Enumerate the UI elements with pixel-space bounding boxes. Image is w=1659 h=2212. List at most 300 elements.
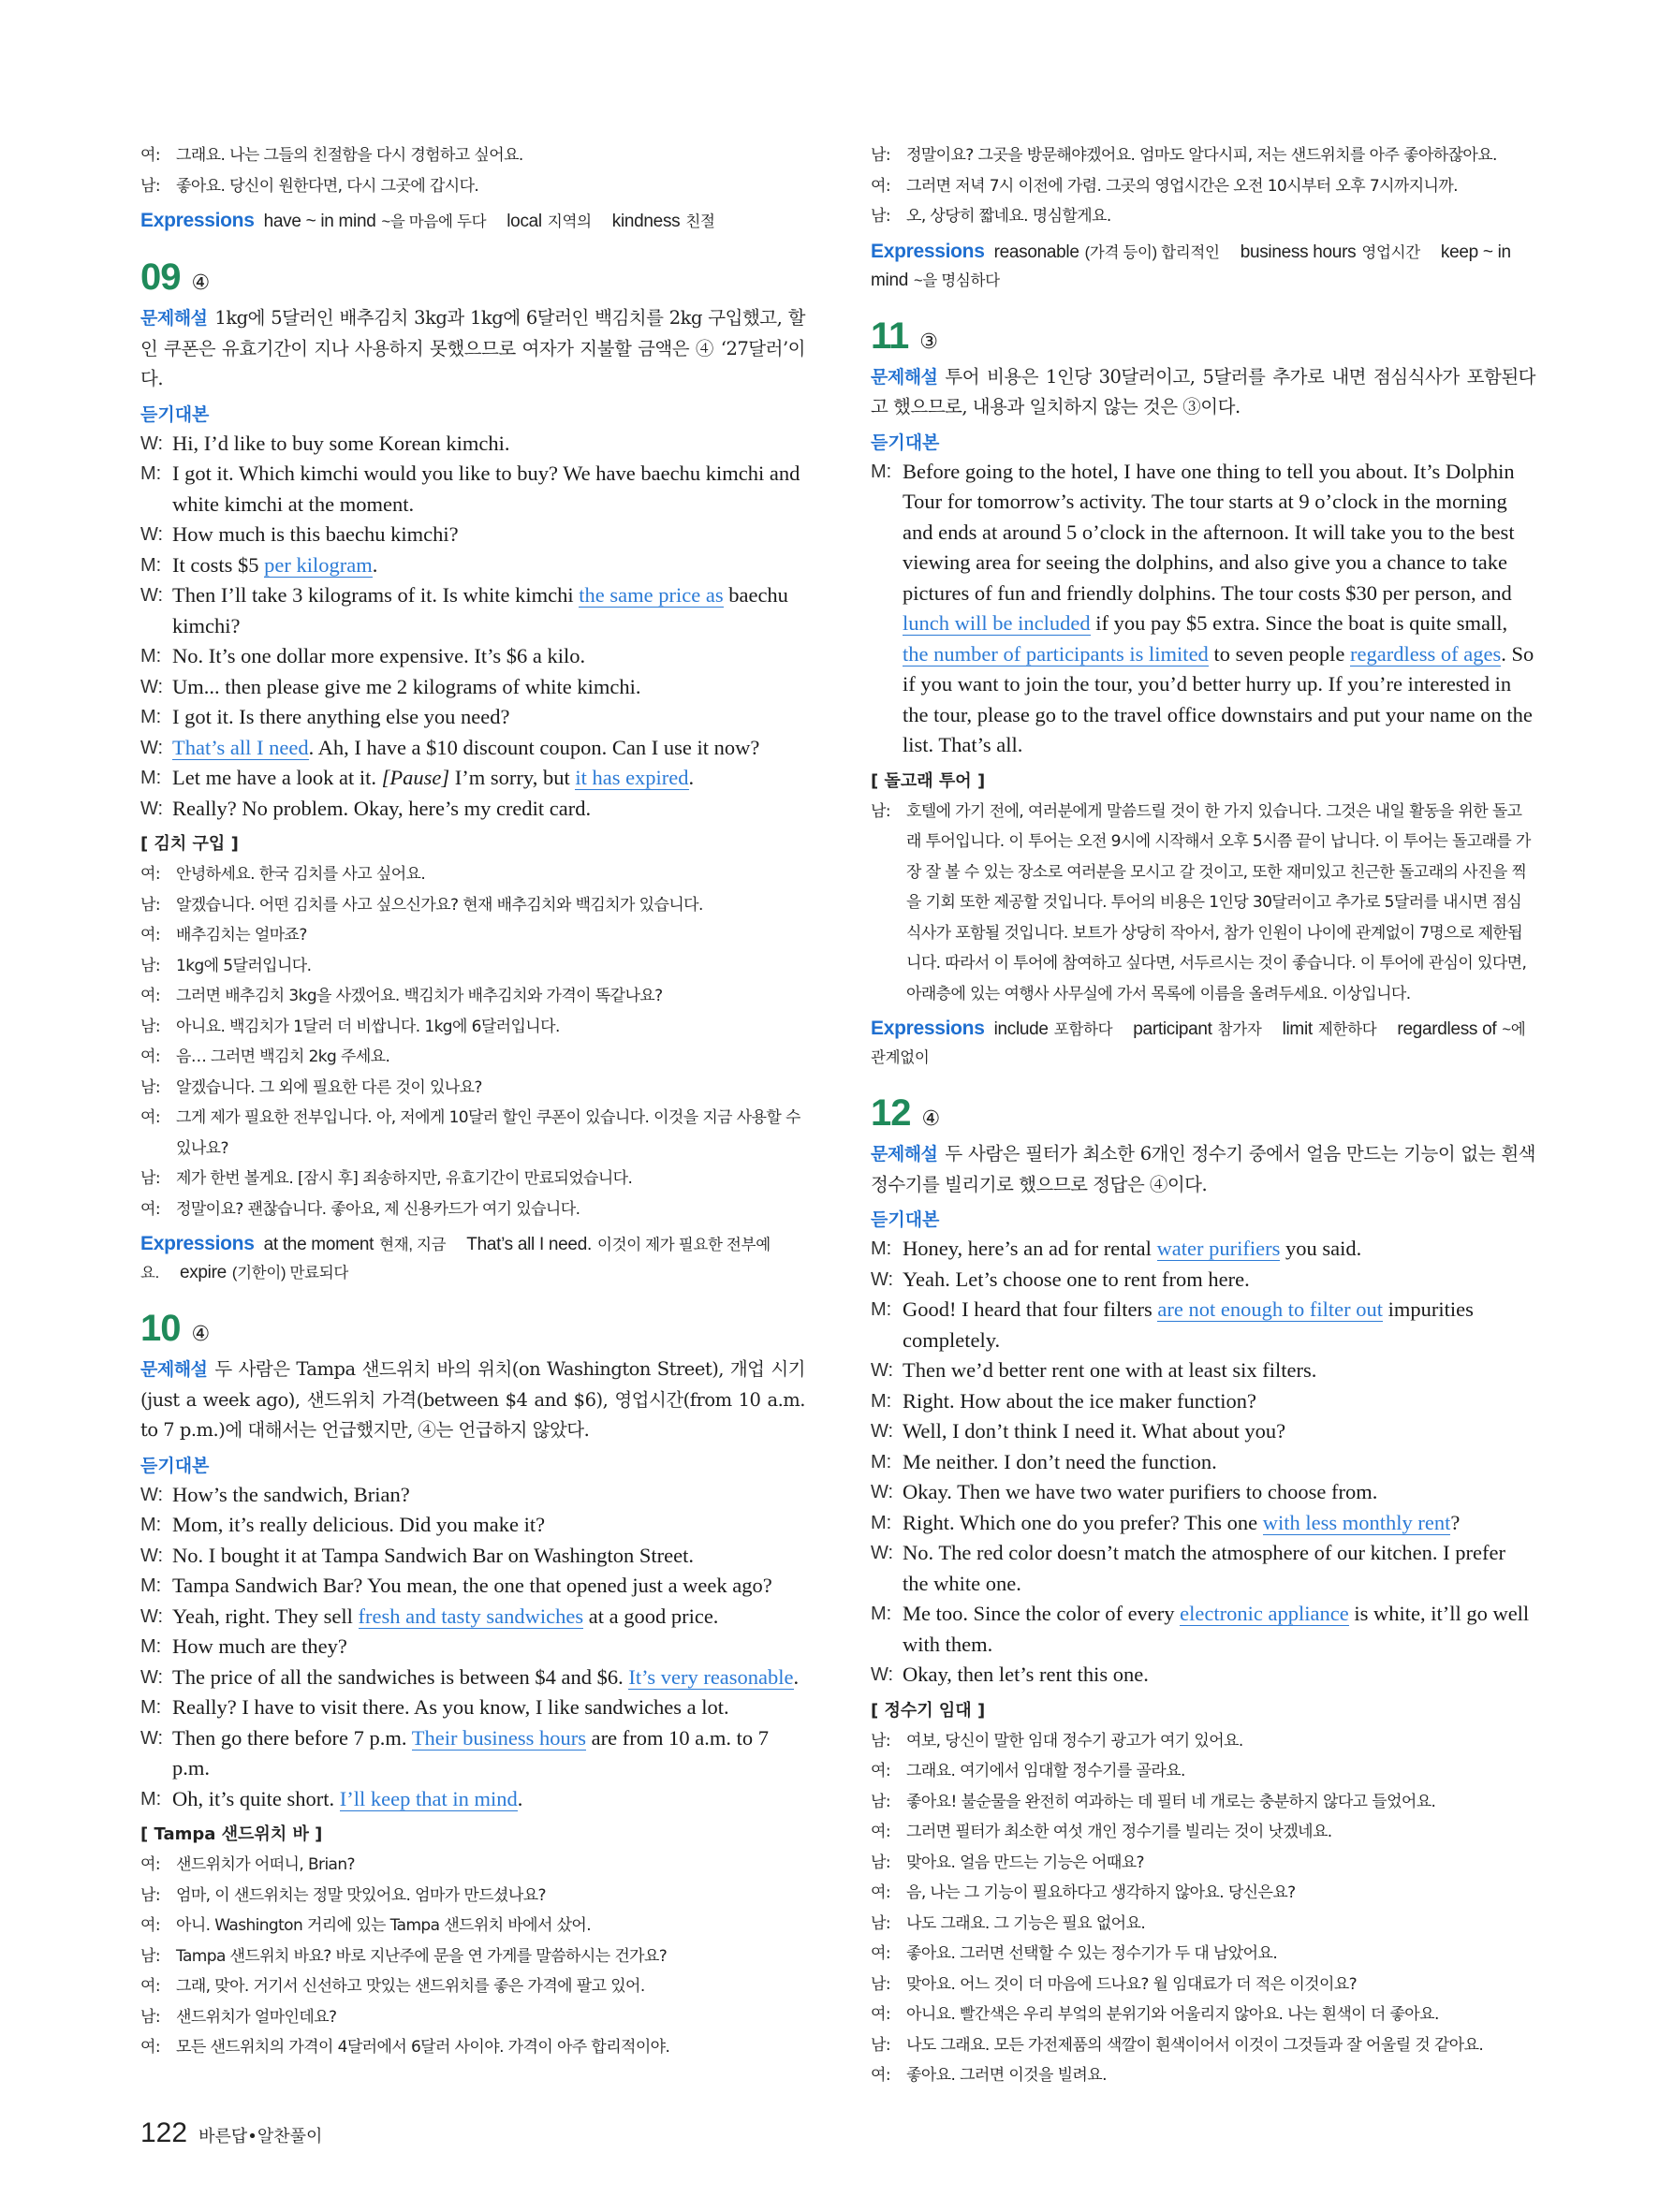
expression-meaning: 친절 xyxy=(685,213,715,230)
translation-text: 음, 나는 그 기능이 필요하다고 생각하지 않아요. 당신은요? xyxy=(906,1883,1296,1902)
translation-line xyxy=(140,1042,805,1073)
translation-text: 안녕하세요. 한국 김치를 사고 싶어요. xyxy=(176,865,426,884)
script-phrase: The price of all the sandwiches is between $4 and $6. xyxy=(172,1664,629,1689)
speaker-label: 여: xyxy=(140,1047,160,1066)
script-phrase: Me neither. I don’t need the function. xyxy=(903,1449,1217,1473)
script-phrase: Then we’d better rent one with at least six filters. xyxy=(903,1358,1317,1382)
translation-line xyxy=(871,1878,1535,1909)
translation-text: 제가 한번 볼게요. [잠시 후] 죄송하지만, 유효기간이 만료되었습니다. xyxy=(176,1169,633,1188)
translation-text: 좋아요. 그러면 선택할 수 있는 정수기가 두 대 남았어요. xyxy=(906,1944,1278,1963)
speaker-label: 남: xyxy=(871,1913,890,1933)
speaker-label: 여: xyxy=(140,1977,160,1996)
speaker-label: M: xyxy=(140,1636,162,1657)
filled-blank: with less monthly rent xyxy=(1262,1510,1451,1534)
question-header xyxy=(140,256,805,303)
speaker-label: 남: xyxy=(140,895,160,915)
speaker-label: 남: xyxy=(871,1974,890,1994)
expression-term: keep ~ in mind xyxy=(871,242,1511,290)
script-line xyxy=(871,1538,1535,1599)
speaker-label: 남: xyxy=(871,1792,890,1811)
speaker-label: 남: xyxy=(871,1853,890,1872)
script-phrase: Before going to the hotel, I have one thing to tell you about. It’s Dolphin Tour for tomorrow’s activity. The tour starts at 9 o’clock in the morning and ends at around 5 o’clock in the afternoon. It will take you to the best viewing area for seeing the dolphins, and also give you a chance to take pictures of fun and friendly dolphins. The tour costs $30 per person, and xyxy=(903,459,1515,605)
script-phrase: is white, it’ll go well with them. xyxy=(903,1602,1530,1656)
script-line xyxy=(140,672,805,703)
script-text xyxy=(140,1692,805,1723)
script-phrase: I got it. Which kimchi would you like to buy? We have baechu kimchi and white kimchi at the moment. xyxy=(172,461,800,516)
translation-line xyxy=(871,1939,1535,1970)
expression-term: include xyxy=(993,1019,1049,1039)
speaker-label: M: xyxy=(140,707,162,727)
script-text xyxy=(871,1447,1535,1478)
translation-text: 그래요. 나는 그들의 친절함을 다시 경험하고 싶어요. xyxy=(176,146,523,165)
translation-text: 그게 제가 필요한 전부입니다. 아, 저에게 10달러 할인 쿠폰이 있습니다. 이것을 지금 사용할 수 있나요? xyxy=(176,1108,800,1158)
expression-term: have ~ in mind xyxy=(263,212,376,231)
script-line xyxy=(871,1386,1535,1417)
script-heading: 듣기대본 xyxy=(140,403,210,425)
filled-blank: are not enough to filter out xyxy=(1157,1297,1383,1321)
script-line xyxy=(140,459,805,520)
stage-direction: [Pause] xyxy=(381,766,450,789)
speaker-label: W: xyxy=(140,676,164,697)
filled-blank: water purifiers xyxy=(1156,1237,1281,1260)
script-text xyxy=(140,1571,805,1602)
expression-meaning: 참가자 xyxy=(1217,1021,1262,1038)
script-phrase: How’s the sandwich, Brian? xyxy=(172,1482,410,1506)
script-phrase: . xyxy=(688,766,695,789)
explanation-label: 문제해설 xyxy=(871,1144,938,1165)
script-phrase: No. The red color doesn’t match the atmosphere of our kitchen. I prefer the white one. xyxy=(903,1541,1505,1595)
answer-mark: ④ xyxy=(921,1107,941,1131)
translation-line xyxy=(140,951,805,982)
right-column xyxy=(871,140,1535,2091)
translation-line xyxy=(871,2060,1535,2091)
script-line xyxy=(871,1508,1535,1539)
translation-text: 정말이요? 그곳을 방문해야겠어요. 엄마도 알다시피, 저는 샌드위치를 아주 좋아하잖아요. xyxy=(906,146,1497,165)
left-column xyxy=(140,140,805,2063)
question-number: 12 xyxy=(871,1092,911,1134)
speaker-label: 남: xyxy=(140,956,160,975)
speaker-label: 여: xyxy=(871,1823,890,1841)
script-heading: 듣기대본 xyxy=(871,432,940,453)
translation-line xyxy=(140,920,805,951)
translation-line xyxy=(140,1012,805,1043)
script-text xyxy=(140,702,805,733)
expression-term: at the moment xyxy=(263,1235,374,1254)
translation-text: 정말이요? 괜찮습니다. 좋아요, 제 신용카드가 여기 있습니다. xyxy=(176,1199,580,1219)
speaker-label: M: xyxy=(871,1390,892,1412)
explanation-text: 1kg에 5달러인 배추김치 3kg과 1kg에 6달러인 백김치를 2kg 구입했고, 할인 쿠폰은 유효기간이 지나 사용하지 못했으므로 여자가 지불할 금액은 ④ ‘27달러’이다. xyxy=(140,307,805,389)
speaker-label: 여: xyxy=(140,1916,160,1935)
translation-line xyxy=(140,1850,805,1881)
answer-mark: ④ xyxy=(191,271,211,295)
question-header xyxy=(871,315,1535,362)
script-line xyxy=(140,1692,805,1723)
expression-meaning: ~에 관계없이 xyxy=(871,1021,1526,1066)
speaker-label: W: xyxy=(871,1482,894,1502)
script-text xyxy=(140,1480,805,1511)
translation-line xyxy=(140,140,805,171)
filled-blank: That’s all I need xyxy=(172,735,309,759)
speaker-label: 여: xyxy=(871,1762,890,1780)
translation-line xyxy=(140,1103,805,1164)
script-phrase: Good! I heard that four filters xyxy=(903,1297,1158,1321)
speaker-label: 여: xyxy=(140,146,160,165)
script-phrase: No. I bought it at Tampa Sandwich Bar on Washington Street. xyxy=(172,1543,694,1567)
script-text xyxy=(140,459,805,520)
script-line xyxy=(140,641,805,672)
script-line xyxy=(140,580,805,641)
expression-meaning: (기한이) 만료되다 xyxy=(231,1265,349,1282)
script-line xyxy=(140,520,805,550)
script-line xyxy=(871,1416,1535,1447)
translation-line xyxy=(140,981,805,1012)
translation-text: 오, 상당히 짧네요. 명심할게요. xyxy=(906,207,1111,226)
explanation-text: 투어 비용은 1인당 30달러이고, 5달러를 추가로 내면 점심식사가 포함된다고 했으므로, 내용과 일치하지 않는 것은 ③이다. xyxy=(871,365,1535,417)
translation-line xyxy=(871,1726,1535,1757)
speaker-label: M: xyxy=(140,554,162,576)
expression-term: limit xyxy=(1282,1019,1313,1039)
explanation-label: 문제해설 xyxy=(140,308,208,329)
answer-mark: ③ xyxy=(919,330,939,354)
script-text xyxy=(871,1265,1535,1296)
filled-blank: the number of participants is limited xyxy=(903,641,1209,666)
script-phrase: Okay, then let’s rent this one. xyxy=(903,1663,1149,1686)
script-text xyxy=(140,1663,805,1693)
speaker-label: W: xyxy=(140,1484,164,1505)
translation-line xyxy=(140,2002,805,2033)
translation-text: Tampa 샌드위치 바요? 바로 지난주에 문을 연 가게를 말씀하시는 건가요? xyxy=(176,1946,668,1966)
expressions-label: Expressions xyxy=(140,210,255,231)
script-text xyxy=(871,1660,1535,1691)
script-text xyxy=(871,1599,1535,1660)
expressions-box xyxy=(140,1230,805,1287)
script-line xyxy=(871,1355,1535,1386)
translation-text: 그래, 맞아. 거기서 신선하고 맛있는 샌드위치를 좋은 가격에 팔고 있어. xyxy=(176,1977,645,1996)
script-line xyxy=(140,1784,805,1815)
translation-text: 맞아요. 얼음 만드는 기능은 어때요? xyxy=(906,1853,1144,1872)
script-line xyxy=(871,1599,1535,1660)
translation-text: 그래요. 여기에서 임대할 정수기를 골라요. xyxy=(906,1762,1185,1780)
question-number: 09 xyxy=(140,256,181,298)
translation-title: [ 정수기 임대 ] xyxy=(871,1700,986,1721)
translation-text: 그러면 필터가 최소한 여섯 개인 정수기를 빌리는 것이 낫겠네요. xyxy=(906,1823,1332,1841)
filled-blank: electronic appliance xyxy=(1180,1602,1349,1625)
translation-text: 아니. Washington 거리에 있는 Tampa 샌드위치 바에서 샀어. xyxy=(176,1916,592,1935)
translation-line xyxy=(140,890,805,921)
script-phrase: Right. Which one do you prefer? This one xyxy=(903,1510,1263,1534)
script-text xyxy=(140,580,805,641)
translation-text: 좋아요. 당신이 원한다면, 다시 그곳에 갑시다. xyxy=(176,176,479,196)
script-phrase: Really? I have to visit there. As you know, I like sandwiches a lot. xyxy=(172,1695,729,1719)
question-header xyxy=(871,1092,1535,1139)
script-text xyxy=(140,520,805,550)
speaker-label: 여: xyxy=(140,926,160,945)
translation-text: 아니요. 빨간색은 우리 부엌의 분위기와 어울리지 않아요. 나는 흰색이 더 좋아요. xyxy=(906,2005,1439,2024)
expression-term: kindness xyxy=(611,212,681,231)
translation-text: 모든 샌드위치의 가격이 4달러에서 6달러 사이야. 가격이 아주 합리적이야. xyxy=(176,2038,670,2057)
script-line xyxy=(140,1541,805,1572)
speaker-label: M: xyxy=(871,1238,892,1259)
explanation xyxy=(140,303,805,395)
expression-meaning: 지역의 xyxy=(547,213,592,230)
script-phrase: impurities completely. xyxy=(903,1297,1474,1352)
translation-title: [ Tampa 샌드위치 바 ] xyxy=(140,1824,323,1844)
speaker-label: 남: xyxy=(140,1169,160,1188)
translation-text: 알겠습니다. 어떤 김치를 사고 싶으신가요? 현재 배추김치와 백김치가 있습니다. xyxy=(176,895,703,915)
script-text xyxy=(140,641,805,672)
script-text xyxy=(871,457,1535,761)
script-line xyxy=(871,457,1535,761)
expression-meaning: 영업시간 xyxy=(1361,243,1420,261)
translation-text: 엄마, 이 샌드위치는 정말 맛있어요. 엄마가 만드셨나요? xyxy=(176,1885,546,1905)
speaker-label: 남: xyxy=(140,1885,160,1905)
filled-blank: regardless of ages xyxy=(1350,641,1502,666)
expressions-label: Expressions xyxy=(140,1233,255,1254)
filled-blank: It’s very reasonable xyxy=(628,1664,794,1689)
explanation-label: 문제해설 xyxy=(871,366,938,388)
script-line xyxy=(140,1723,805,1784)
filled-blank: it has expired xyxy=(575,766,689,789)
script-line xyxy=(140,1571,805,1602)
speaker-label: 남: xyxy=(871,207,890,226)
speaker-label: M: xyxy=(140,646,162,667)
translation-text: 알겠습니다. 그 외에 필요한 다른 것이 있나요? xyxy=(176,1077,482,1097)
script-line xyxy=(140,702,805,733)
filled-blank: per kilogram xyxy=(264,552,373,577)
expression-meaning: ~을 마음에 두다 xyxy=(381,213,487,230)
page-number: 122 xyxy=(140,2117,188,2148)
script-phrase: Right. How about the ice maker function? xyxy=(903,1388,1257,1413)
speaker-label: 남: xyxy=(871,1731,890,1751)
question-number: 10 xyxy=(140,1308,181,1349)
translation-line xyxy=(871,2030,1535,2061)
expressions-box xyxy=(140,207,805,236)
speaker-label: 남: xyxy=(140,2007,160,2027)
script-phrase: Yeah, right. They sell xyxy=(172,1604,359,1628)
script-phrase: are from 10 a.m. to 7 p.m. xyxy=(172,1725,769,1780)
expressions-label: Expressions xyxy=(871,1018,985,1039)
translation-line xyxy=(871,797,1535,1010)
script-line xyxy=(871,1265,1535,1296)
script-line xyxy=(140,1480,805,1511)
filled-blank: lunch will be included xyxy=(903,611,1091,635)
script-line xyxy=(140,763,805,794)
script-phrase: . So if you want to join the tour, you’d better hurry up. If you’re interested in the tour, please go to the travel office downstairs and put your name on the list. That’s all. xyxy=(903,641,1534,756)
script-text xyxy=(140,672,805,703)
speaker-label: W: xyxy=(871,1543,894,1563)
script-phrase: Honey, here’s an ad for rental xyxy=(903,1237,1157,1260)
translation-text: 호텔에 가기 전에, 여러분에게 말씀드릴 것이 한 가지 있습니다. 그것은 내일 활동을 위한 돌고래 투어입니다. 이 투어는 오전 9시에 시작해서 오후 5시쯤 끝이 납니다. 이 투어는 돌고래를 가장 잘 볼 수 있는 장소로 여러분을 모시고 갈 것이고, 또한 재미있고 친근한 돌고래의 사진을 찍을 기회 또한 제공할 것입니다. 투어의 비용은 1인당 30달러이고 추가로 5달러를 내시면 점심식사가 포함될 것입니다. 보트가 상당히 작아서, 참가 인원이 나이에 관계없이 7명으로 제한됩니다. 따라서 이 투어에 참여하고 싶다면, 서두르시는 것이 좋습니다. 이 투어에 관심이 있다면, 아래층에 있는 여행사 사무실에 가서 목록에 이름을 올려두세요. 이상입니다. xyxy=(906,801,1531,1003)
script-text xyxy=(140,550,805,581)
speaker-label: W: xyxy=(140,524,164,545)
script-phrase: Well, I don’t think I need it. What about you? xyxy=(903,1419,1286,1443)
speaker-label: W: xyxy=(871,1421,894,1442)
translation-line xyxy=(871,1756,1535,1787)
speaker-label: 남: xyxy=(140,1077,160,1097)
script-text xyxy=(140,429,805,460)
script-phrase: . xyxy=(793,1664,800,1689)
script-line xyxy=(140,1632,805,1663)
speaker-label: 여: xyxy=(140,2038,160,2057)
script-phrase: How much is this baechu kimchi? xyxy=(172,522,459,546)
speaker-label: W: xyxy=(140,585,164,606)
expression-term: That’s all I need. xyxy=(466,1235,592,1254)
script-text xyxy=(871,1355,1535,1386)
speaker-label: W: xyxy=(140,798,164,819)
explanation-label: 문제해설 xyxy=(140,1359,208,1380)
speaker-label: W: xyxy=(140,1545,164,1566)
script-phrase: Tampa Sandwich Bar? You mean, the one that opened just a week ago? xyxy=(172,1574,772,1597)
script-phrase: Let me have a look at it. xyxy=(172,766,382,789)
speaker-label: 여: xyxy=(140,1199,160,1219)
translation-line xyxy=(140,171,805,202)
translation-text: 맞아요. 어느 것이 더 마음에 드나요? 월 임대료가 더 적은 이것이요? xyxy=(906,1974,1358,1994)
translation-text: 그러면 저녁 7시 이전에 가렴. 그곳의 영업시간은 오전 10시부터 오후 7시까지니까. xyxy=(906,176,1458,196)
expression-term: regardless of xyxy=(1397,1019,1497,1039)
translation-line xyxy=(140,1971,805,2002)
explanation xyxy=(140,1355,805,1446)
script-text xyxy=(871,1416,1535,1447)
script-text xyxy=(140,1723,805,1784)
script-phrase: if you pay $5 extra. Since the boat is quite small, xyxy=(1090,611,1508,635)
script-phrase: . xyxy=(372,552,378,577)
script-phrase: Then go there before 7 p.m. xyxy=(172,1725,412,1750)
translation-line xyxy=(140,1941,805,1972)
script-text xyxy=(871,1538,1535,1599)
speaker-label: W: xyxy=(140,1666,164,1688)
speaker-label: 여: xyxy=(871,2005,890,2024)
question-number: 11 xyxy=(871,315,909,357)
explanation-text: 두 사람은 Tampa 샌드위치 바의 위치(on Washington Street), 개업 시기(just a week ago), 샌드위치 가격(between $4 and $6), 영업시간(from 10 a.m. to 7 p.m.)에 대해서는 언급했지만, ④는 언급하지 않았다. xyxy=(140,1358,805,1441)
translation-text: 1kg에 5달러입니다. xyxy=(176,956,312,975)
script-phrase: you said. xyxy=(1280,1237,1362,1260)
script-line xyxy=(140,733,805,764)
script-text xyxy=(871,1508,1535,1539)
expression-term: expire xyxy=(179,1263,227,1282)
translation-line xyxy=(871,1848,1535,1879)
script-line xyxy=(871,1295,1535,1355)
translation-text: 음… 그러면 백김치 2kg 주세요. xyxy=(176,1047,390,1066)
expression-meaning: 현재, 지금 xyxy=(379,1237,447,1253)
book-title: 바른답•알찬풀이 xyxy=(198,2127,323,2146)
translation-line xyxy=(871,140,1535,171)
expression-meaning: 포함하다 xyxy=(1053,1021,1113,1038)
speaker-label: W: xyxy=(871,1360,894,1381)
filled-blank: the same price as xyxy=(579,583,724,607)
script-phrase: to seven people xyxy=(1208,641,1351,666)
speaker-label: M: xyxy=(871,1451,892,1472)
script-text xyxy=(871,1477,1535,1508)
script-phrase: at a good price. xyxy=(583,1604,719,1628)
expression-term: participant xyxy=(1133,1019,1212,1039)
translation-line xyxy=(871,1817,1535,1848)
script-phrase: Yeah. Let’s choose one to rent from here. xyxy=(903,1267,1250,1291)
script-phrase: Then I’ll take 3 kilograms of it. Is white kimchi xyxy=(172,583,580,607)
speaker-label: 여: xyxy=(871,176,890,196)
script-text xyxy=(140,794,805,825)
script-line xyxy=(140,1510,805,1541)
script-text xyxy=(140,1784,805,1815)
script-line xyxy=(140,429,805,460)
translation-line xyxy=(140,859,805,890)
script-phrase: Okay. Then we have two water purifiers to choose from. xyxy=(903,1480,1378,1503)
speaker-label: M: xyxy=(140,768,162,788)
speaker-label: 여: xyxy=(871,1944,890,1963)
expression-term: business hours xyxy=(1240,242,1357,262)
speaker-label: M: xyxy=(871,1299,892,1320)
translation-text: 여보, 당신이 말한 임대 정수기 광고가 여기 있어요. xyxy=(906,1731,1243,1751)
speaker-label: M: xyxy=(140,1788,162,1809)
script-phrase: Hi, I’d like to buy some Korean kimchi. xyxy=(172,431,510,455)
expression-meaning: 제한하다 xyxy=(1317,1021,1377,1038)
speaker-label: W: xyxy=(140,737,164,758)
speaker-label: 남: xyxy=(140,1946,160,1966)
explanation-text: 두 사람은 필터가 최소한 6개인 정수기 중에서 얼음 만드는 기능이 없는 흰색 정수기를 빌리기로 했으므로 정답은 ④이다. xyxy=(871,1143,1535,1195)
translation-title: [ 김치 구입 ] xyxy=(140,834,239,854)
page-footer xyxy=(140,2117,322,2149)
translation-text: 나도 그래요. 모든 가전제품의 색깔이 흰색이어서 이것이 그것들과 잘 어울릴 것 같아요. xyxy=(906,2035,1484,2055)
script-phrase: Me too. Since the color of every xyxy=(903,1602,1181,1625)
speaker-label: W: xyxy=(140,1605,164,1627)
expressions-box xyxy=(871,238,1535,295)
expressions-label: Expressions xyxy=(871,240,985,262)
expression-term: reasonable xyxy=(993,242,1079,262)
translation-line xyxy=(871,171,1535,202)
speaker-label: 남: xyxy=(871,2035,890,2055)
answer-mark: ④ xyxy=(191,1323,211,1346)
expression-term: local xyxy=(507,212,542,231)
script-heading: 듣기대본 xyxy=(871,1209,940,1230)
script-text xyxy=(871,1295,1535,1355)
translation-line xyxy=(140,1164,805,1194)
script-line xyxy=(140,794,805,825)
speaker-label: M: xyxy=(140,463,162,484)
script-heading: 듣기대본 xyxy=(140,1455,210,1476)
translation-line xyxy=(871,201,1535,232)
script-text xyxy=(871,1386,1535,1417)
script-phrase: Mom, it’s really delicious. Did you make it? xyxy=(172,1513,546,1536)
translation-line xyxy=(140,1194,805,1225)
translation-text: 샌드위치가 어떠니, Brian? xyxy=(176,1855,355,1874)
script-phrase: How much are they? xyxy=(172,1634,347,1658)
speaker-label: 여: xyxy=(871,1883,890,1902)
speaker-label: 여: xyxy=(140,1855,160,1874)
script-text xyxy=(871,1234,1535,1265)
question-header xyxy=(140,1308,805,1355)
translation-line xyxy=(871,1787,1535,1818)
script-phrase: ? xyxy=(1450,1510,1461,1534)
speaker-label: M: xyxy=(871,461,892,482)
script-text xyxy=(140,763,805,794)
script-phrase: Really? No problem. Okay, here’s my credit card. xyxy=(172,796,592,820)
speaker-label: 여: xyxy=(140,987,160,1005)
translation-line xyxy=(871,1970,1535,2000)
script-phrase: I’m sorry, but xyxy=(449,766,576,789)
translation-line xyxy=(871,1909,1535,1940)
translation-text: 좋아요. 그러면 이것을 빌려요. xyxy=(906,2066,1107,2085)
script-line xyxy=(871,1660,1535,1691)
translation-text: 샌드위치가 얼마인데요? xyxy=(176,2007,337,2027)
script-text xyxy=(140,1510,805,1541)
script-phrase: Um... then please give me 2 kilograms of white kimchi. xyxy=(172,674,641,698)
speaker-label: 여: xyxy=(140,1108,160,1127)
speaker-label: M: xyxy=(140,1575,162,1596)
translation-text: 아니요. 백김치가 1달러 더 비쌉니다. 1kg에 6달러입니다. xyxy=(176,1017,560,1036)
explanation xyxy=(871,362,1535,423)
script-phrase: No. It’s one dollar more expensive. It’s $6 a kilo. xyxy=(172,644,586,667)
speaker-label: M: xyxy=(140,1697,162,1718)
expression-meaning: ~을 명심하다 xyxy=(913,271,1000,289)
